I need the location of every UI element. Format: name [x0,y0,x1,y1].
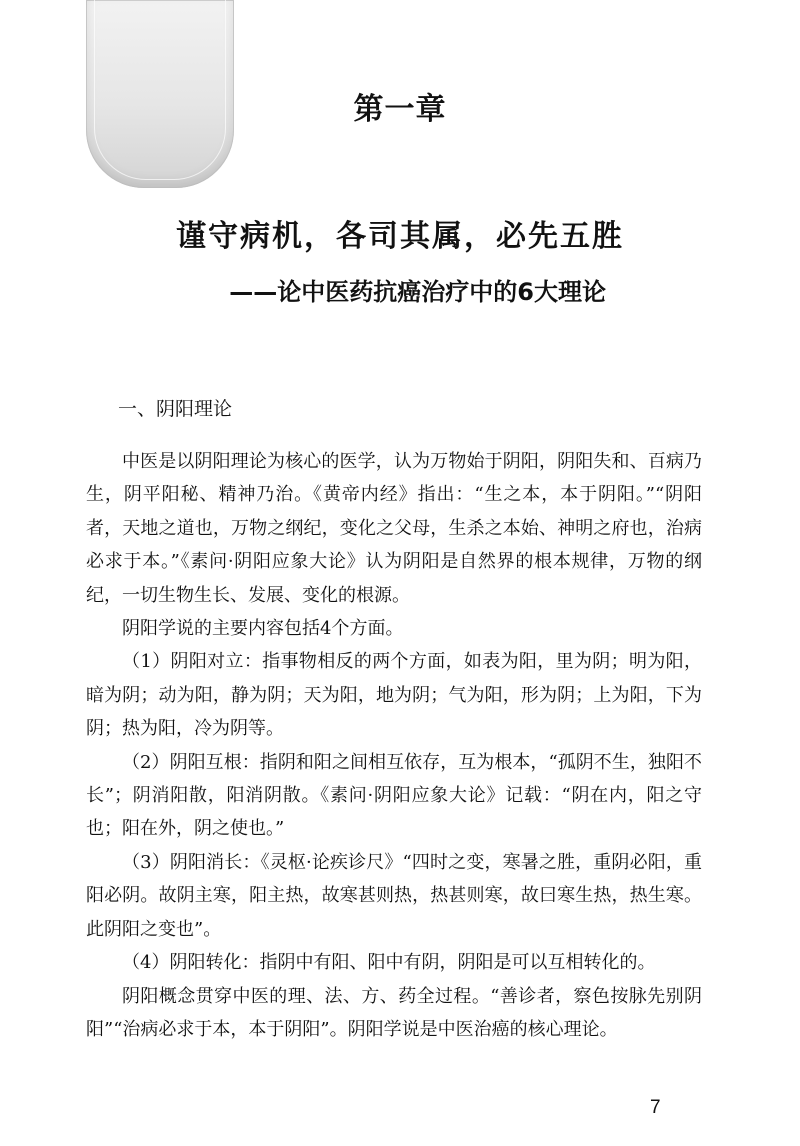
chapter-label: 第一章 [353,92,447,127]
paragraph-overview: 阴阳学说的主要内容包括4个方面。 [122,618,404,640]
paragraph-waxing-waning: （3）阴阳消长：《灵枢·论疾诊尺》“四时之变，寒暑之胜，重阴必阳，重阳必阴。故阴主寒，阳主热，故寒甚则热，热甚则寒，故曰寒生热，热生寒。此阴阳之变也”。 [86,851,702,940]
paragraph-opposition: （1）阴阳对立：指事物相反的两个方面，如表为阳，里为阴；明为阳，暗为阴；动为阳，静为阴；天为阳，地为阴；气为阳，形为阴；上为阳，下为阴；热为阳，冷为阴等。 [86,651,702,740]
body-text [86,445,702,1046]
paragraph-interdependence: （2）阴阳互根：指阴和阳之间相互依存，互为根本，“孤阴不生，独阳不长”；阴消阳散，阳消阴散。《素问·阴阳应象大论》记载：“阴在内，阳之守也；阳在外，阴之使也。” [86,751,702,840]
paragraph-intro: 中医是以阴阳理论为核心的医学，认为万物始于阴阳，阴阳失和、百病乃生，阴平阳秘、精神乃治。《黄帝内经》指出：“生之本，本于阴阳。”“阴阳者，天地之道也，万物之纲纪，变化之父母，生杀之本始、神明之府也，治病必求于本。”《素问·阴阳应象大论》认为阴阳是自然界的根本规律，万物的纲纪，一切生物生长、发展、变化的根源。 [86,451,702,606]
page-title: 谨守病机，各司其属，必先五胜 [176,219,624,254]
paragraph-conclusion: 阴阳概念贯穿中医的理、法、方、药全过程。“善诊者，察色按脉先别阴阳”“治病必求于本，本于阴阳”。阴阳学说是中医治癌的核心理论。 [86,985,702,1040]
section-heading: 一、阴阳理论 [118,398,233,420]
page-subtitle: ——论中医药抗癌治疗中的6大理论 [229,278,606,306]
paragraph-transformation: （4）阴阳转化：指阴中有阳、阳中有阴，阴阳是可以互相转化的。 [122,952,656,974]
page-number: 7 [650,1097,661,1118]
